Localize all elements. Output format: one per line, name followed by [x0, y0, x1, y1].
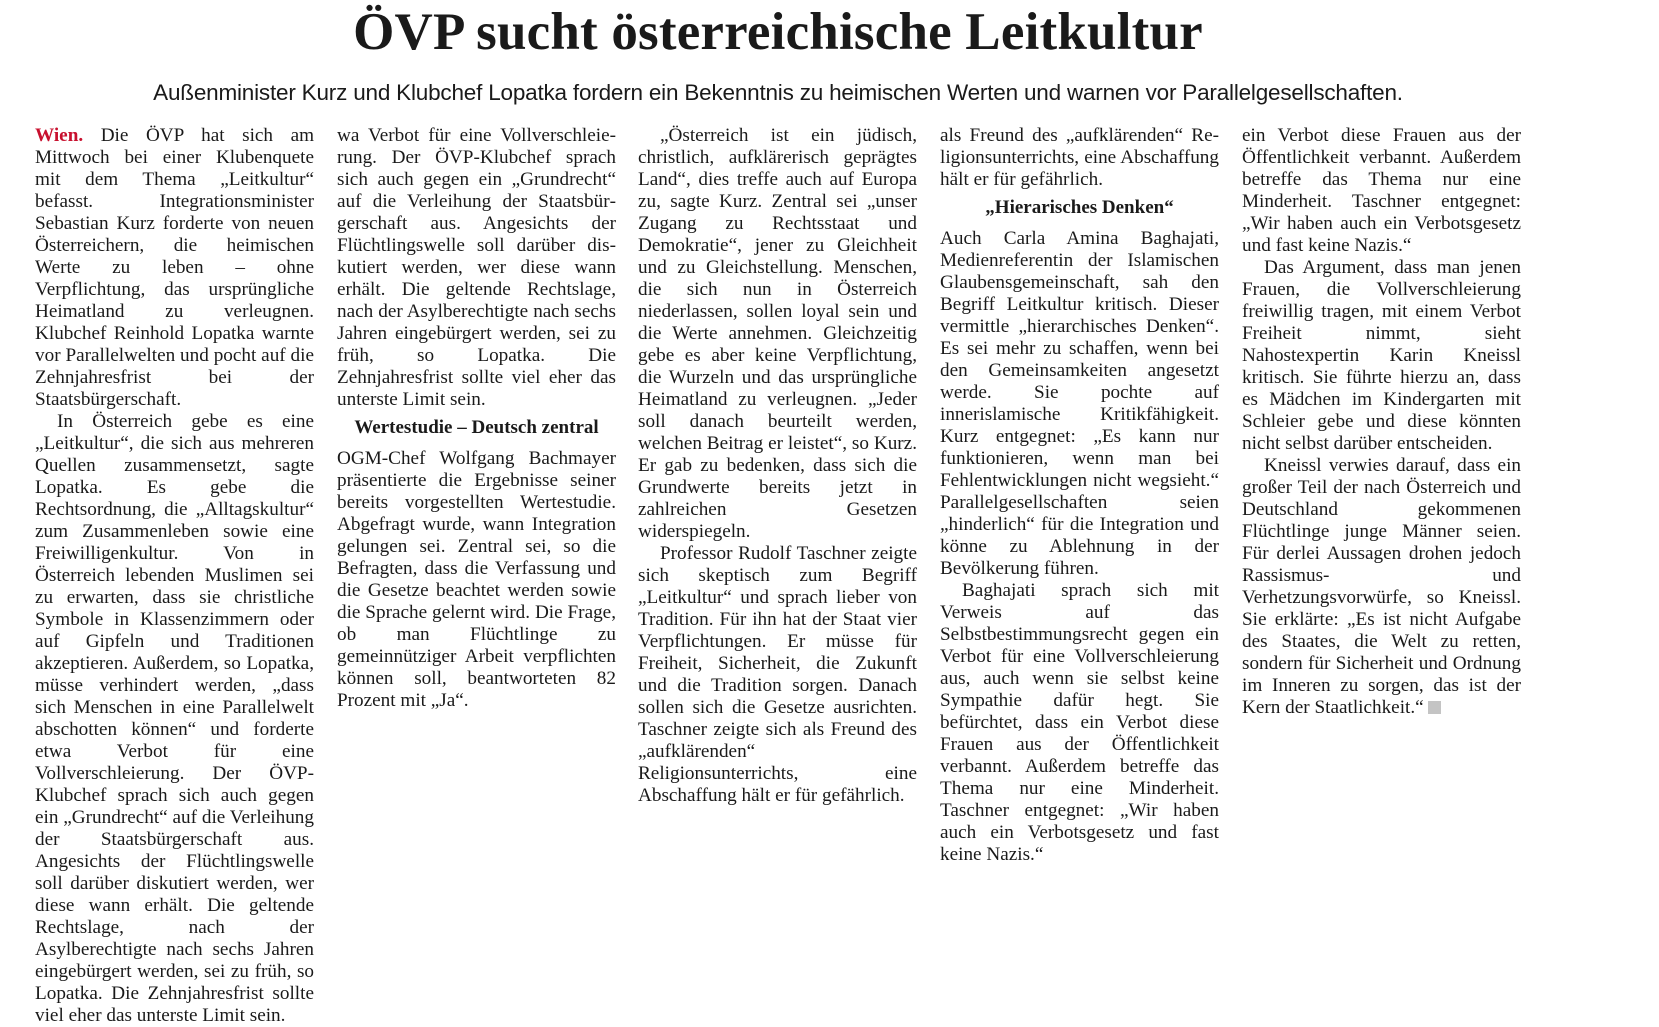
paragraph-9-text: Kneissl verwies darauf, dass ein großer Teil der nach Österreich und Deutschland gekommenen Flüchtlinge junge Männer seien. Für derlei Aussagen drohen jedoch Rassismus- und Verhetzungsvorwürfe, so Kneissl. Sie erklärte: „Es ist nicht Aufgabe des Staates, die Welt zu retten, sondern für Sicherheit und Ordnung im Inneren zu sorgen, das ist der Kern der Staatlichkeit.“: [1242, 455, 1521, 718]
paragraph-1: [35, 125, 314, 411]
article-column-3: [638, 125, 917, 806]
paragraph-2: In Österreich gebe es eine „Leitkultur“, die sich aus mehreren Quellen zusammensetzt, sagte Lopatka. Es gebe die Rechtsordnung, die „Alltagskultur“ zum Zusammenleben sowie eine Freiwilligenkultur. Von in Österreich lebenden Muslimen sei zu erwarten, dass sie christliche Symbole in Klassenzimmern oder auf Gipfeln und Traditionen akzeptieren. Außerdem, so Lopatka, müsse verhindert werden, „dass sich Menschen in eine Parallelwelt abschotten können“ und forderte etwa Verbot für eine Vollverschleierung. Der ÖVP-Klubchef sprach sich auch gegen ein „Grundrecht“ auf die Verleihung der Staatsbürgerschaft aus. Angesichts der Flüchtlingswelle soll darüber diskutiert werden, wer diese wann erhält. Die geltende Rechtslage, nach der Asylberechtigte nach sechs Jahren eingebürgert werden, sei zu früh, so Lopatka. Die Zehnjahresfrist sollte viel eher das unterste Limit sein.: [35, 411, 314, 1026]
paragraph-7: Baghajati sprach sich mit Verweis auf das Selbstbestimmungsrecht gegen ein Verbot für eine Vollverschleierung aus, auch wenn sie selbst keine Sympathie dafür hegt. Sie befürchtet, dass ein Verbot diese Frauen aus der Öffentlichkeit verbannt. Außerdem betreffe das Thema nur eine Minderheit. Taschner entgegnet: „Wir haben auch ein Verbotsgesetz und fast keine Nazis.“: [940, 580, 1219, 865]
paragraph-6: Auch Carla Amina Baghajati, Medienreferentin der Islamischen Glaubensgemeinschaft, sah den Begriff Leitkultur kritisch. Dieser vermittle „hierarchisches Denken“. Es sei mehr zu schaffen, wenn bei den Gemeinsamkeiten angesetzt werde. Sie pochte auf innerislamische Kritikfähigkeit. Kurz entgegnet: „Es kann nur funktionieren, wenn man bei Fehlentwicklungen nicht wegsieht.“ Parallelgesellschaften seien „hinderlich“ für die Integration und könne zu Ablehnung in der Bevölkerung führen.: [940, 228, 1219, 579]
section-heading-hierarisches-denken: „Hierarisches Denken“: [985, 197, 1174, 218]
paragraph-9: [1242, 455, 1521, 719]
column-4-flow: als Freund des „aufklärenden“ Religionsunterrichts, eine Abschaffung hält er für gefährlich.: [940, 125, 1219, 190]
column-5-flow: ein Verbot diese Frauen aus der Öffentlichkeit verbannt. Außerdem betreffe das Thema nur eine Minderheit. Taschner entgegnet: „Wir haben auch ein Verbotsgesetz und fast keine Nazis.“: [1242, 125, 1521, 256]
end-of-article-mark: [1428, 701, 1441, 714]
article-column-2: [337, 125, 616, 712]
paragraph-8: Das Argument, dass man jenen Frauen, die Vollverschleierung freiwillig tragen, mit einem Verbot Freiheit nimmt, sieht Nahostexpertin Karin Kneissl kritisch. Sie führte hierzu an, dass es Mädchen im Kindergarten mit Schleier gebe und diese könnten nicht selbst darüber entscheiden.: [1242, 257, 1521, 454]
article-column-4: [940, 125, 1219, 865]
paragraph-1-text: Die ÖVP hat sich am Mittwoch bei einer Klubenquete mit dem Thema „Leitkultur“ befasst. Integrationsminister Sebastian Kurz forderte von neuen Österreichern, die heimischen Werte zu leben – ohne Verpflichtung, das ursprüngliche Heimatland zu verleugnen. Klubchef Reinhold Lopatka warnte vor Parallelwelten und pocht auf die Zehnjahresfrist bei der Staatsbürgerschaft.: [35, 125, 315, 410]
paragraph-3: OGM-Chef Wolfgang Bachmayer präsentierte die Ergebnisse seiner bereits vorgestellten Wertestudie. Abgefragt wurde, wann Integration gelungen sei. Zentral sei, so die Befragten, dass die Verfassung und die Gesetze beachtet werden sowie die Sprache gelernt wird. Die Frage, ob man Flüchtlinge zu gemeinnütziger Arbeit verpflichten können soll, beantworteten 82 Prozent mit „Ja“.: [337, 448, 616, 711]
headline: ÖVP sucht österreichische Leitkultur: [353, 3, 1203, 61]
subheadline: Außenminister Kurz und Klubchef Lopatka fordern ein Bekenntnis zu heimischen Werten und warnen vor Parallelgesellschaften.: [153, 80, 1403, 105]
paragraph-4: „Österreich ist ein jüdisch, christlich, aufklärerisch geprägtes Land“, dies treffe auch auf Europa zu, sagte Kurz. Zentral sei „unser Zugang zu Rechtsstaat und Demokratie“, jener zu Gleichheit und zu Gleichstellung. Menschen, die sich nun in Österreich niederlassen, sollen loyal sein und die Werte annehmen. Gleichzeitig gebe es aber keine Verpflichtung, die Wurzeln und das ursprüngliche Heimatland zu verleugnen. „Jeder soll danach beurteilt werden, welchen Beitrag er leistet“, so Kurz. Er gab zu bedenken, dass sich die Grundwerte bereits jetzt in zahlreichen Gesetzen widerspiegeln.: [638, 125, 917, 542]
article-column-5: [1242, 125, 1521, 719]
column-2-flow: wa Verbot für eine Vollverschleierung. Der ÖVP-Klubchef sprach sich auch gegen ein „Grundrecht“ auf die Verleihung der Staatsbürgerschaft aus. Angesichts der Flüchtlingswelle soll darüber diskutiert werden, wer diese wann erhält. Die geltende Rechtslage, nach der Asylberechtigte nach sechs Jahren eingebürgert werden, sei zu früh, so Lopatka. Die Zehnjahresfrist sollte viel eher das unterste Limit sein.: [337, 125, 616, 410]
article-column-1: [35, 125, 315, 1026]
section-heading-wertestudie: Wertestudie – Deutsch zentral: [354, 417, 599, 438]
dateline: Wien.: [35, 125, 84, 146]
paragraph-5: Professor Rudolf Taschner zeigte sich skeptisch zum Begriff „Leitkultur“ und sprach lieber von Tradition. Für ihn hat der Staat vier Verpflichtungen. Er müsse für Freiheit, Sicherheit, die Zukunft und die Tradition sorgen. Danach sollen sich die Gesetze ausrichten. Taschner zeigte sich als Freund des „aufklärenden“ Religionsunterrichts, eine Abschaffung hält er für gefährlich.: [638, 543, 917, 806]
